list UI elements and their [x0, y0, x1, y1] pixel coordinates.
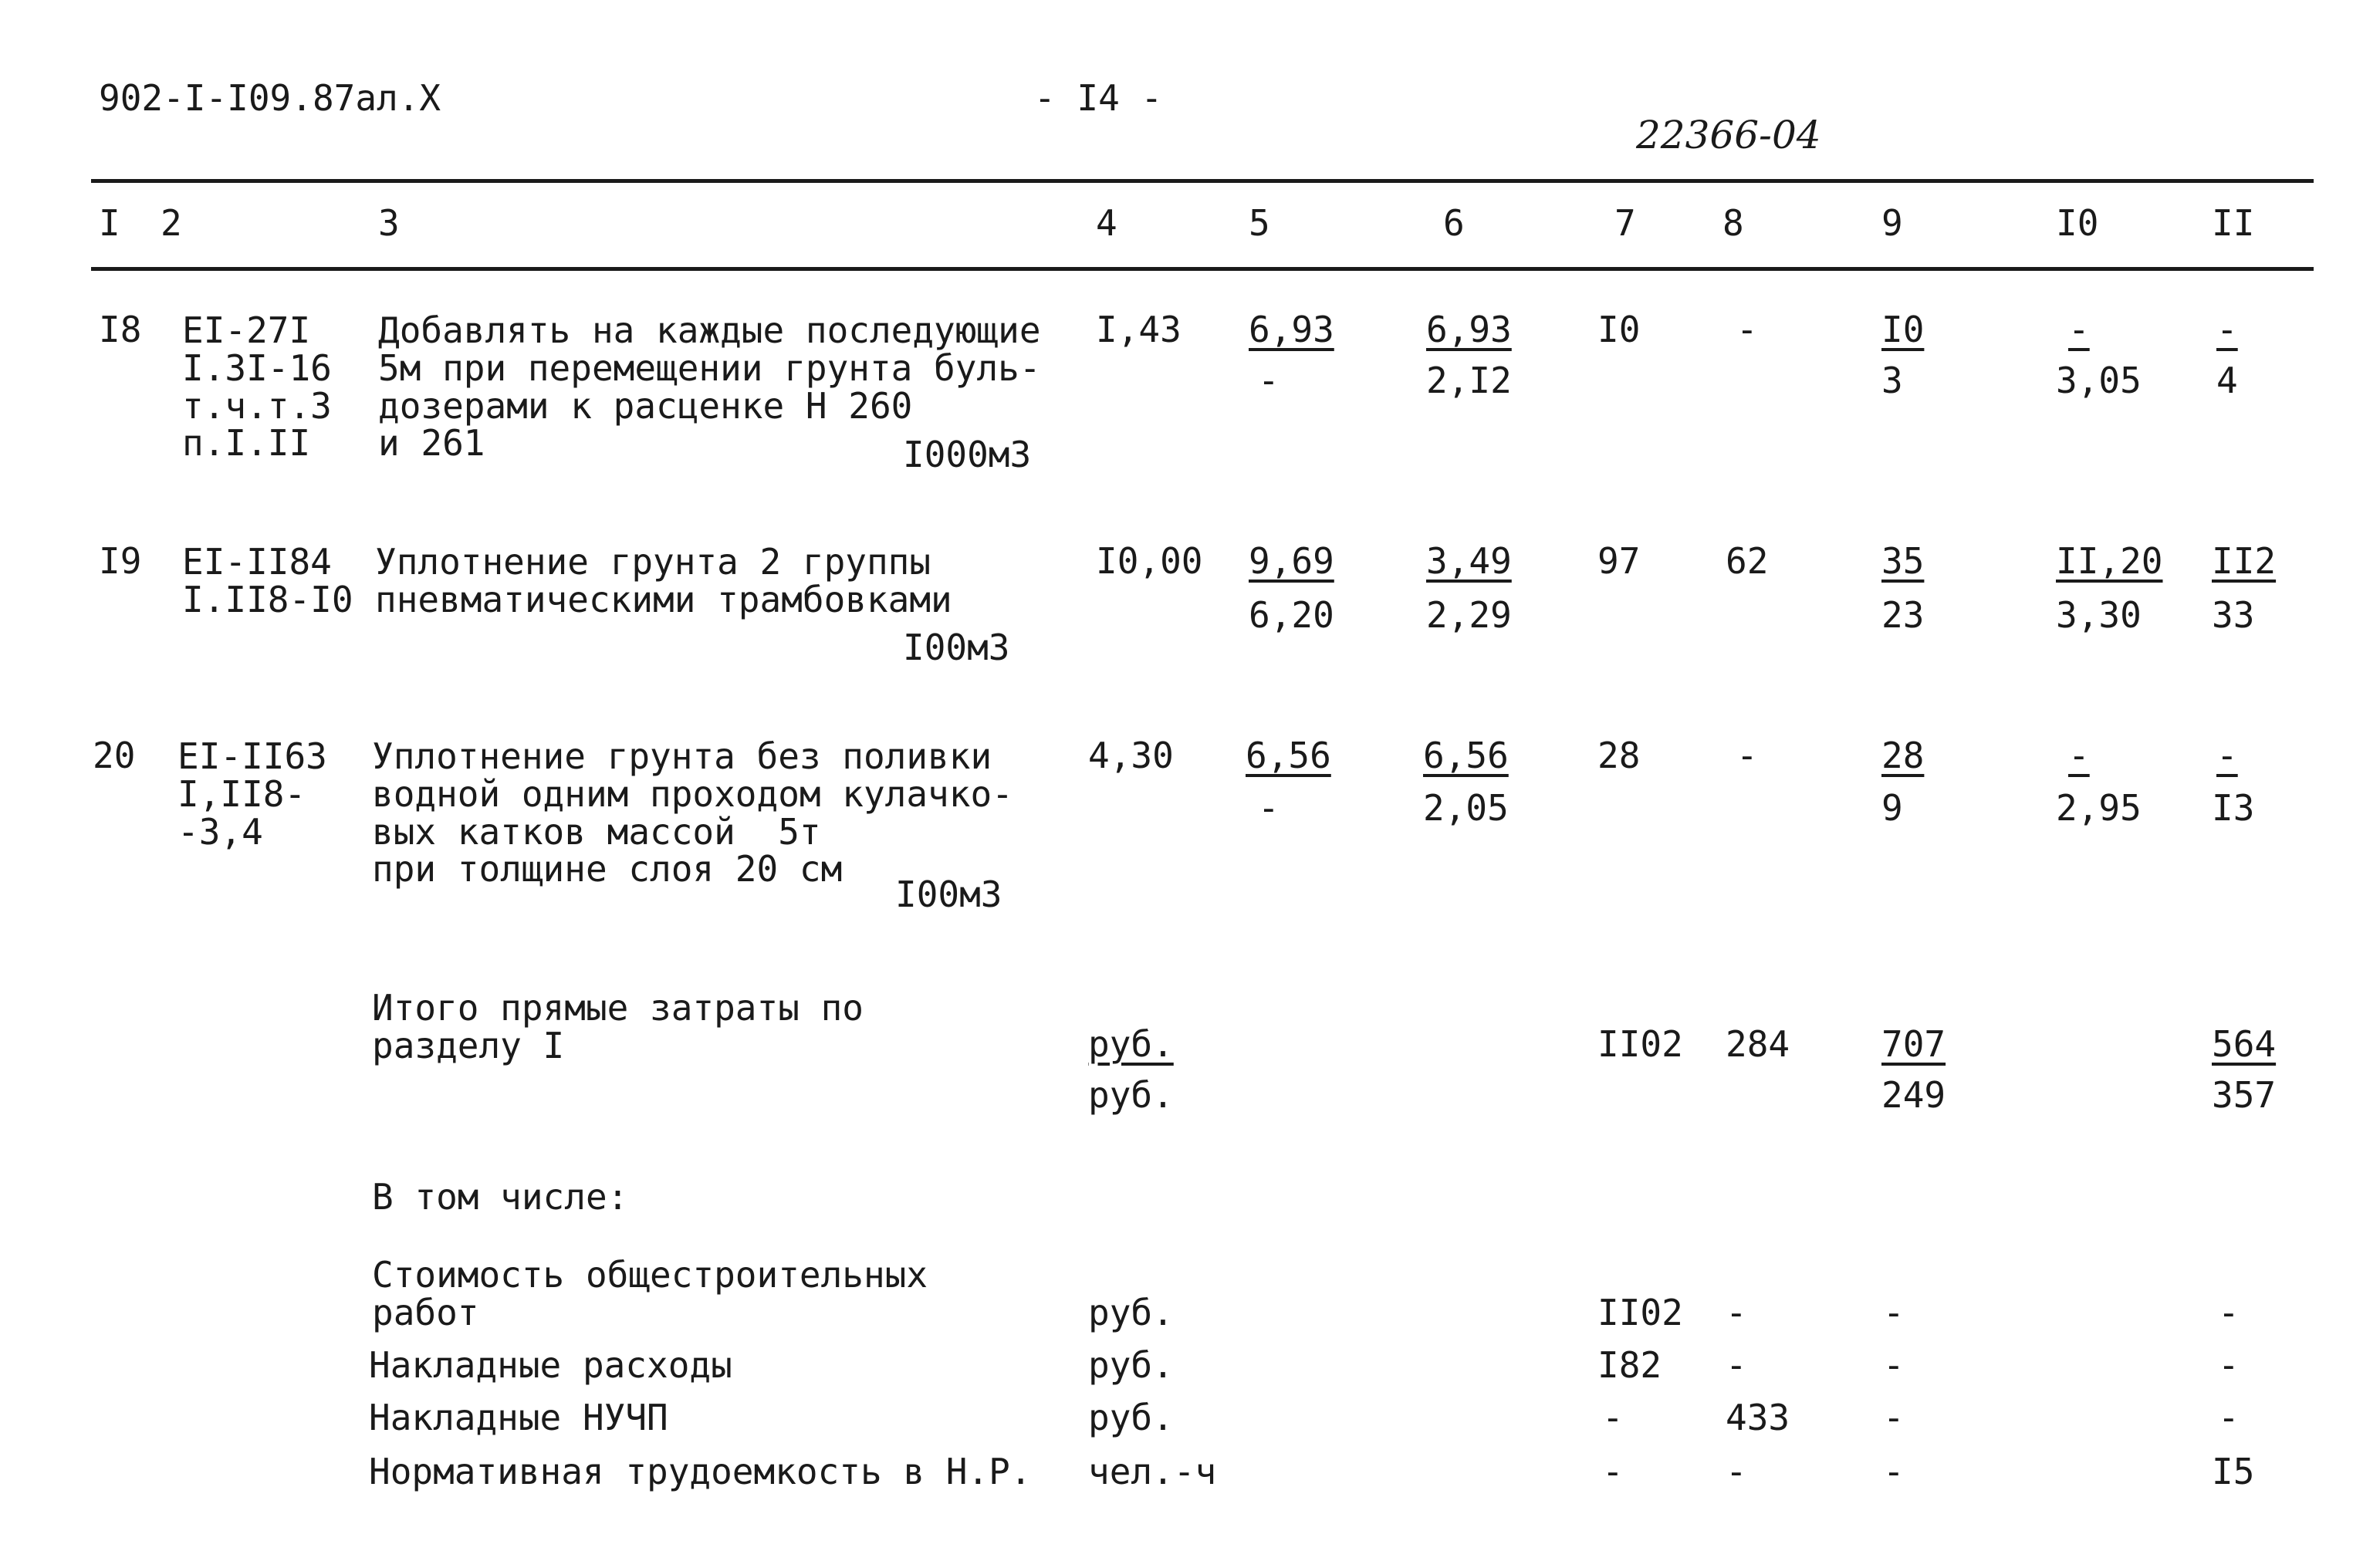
including-label: В том числе: [372, 1176, 629, 1218]
cell-col6-bottom: 2,I2 [1426, 360, 1512, 401]
cell-col5-bottom: 6,20 [1249, 594, 1334, 636]
cell-col9-bottom: 3 [1881, 360, 1903, 401]
handwritten-number: 22366-04 [1636, 113, 1821, 157]
column-header: 8 [1722, 202, 1744, 244]
breakdown-label: Накладные НУЧП [369, 1397, 668, 1438]
breakdown-col7: - [1602, 1397, 1624, 1438]
totals-unit-bottom: руб. [1088, 1074, 1174, 1116]
breakdown-label: Стоимость общестроительных работ [372, 1254, 928, 1333]
cell-col5-bottom: - [1258, 787, 1280, 829]
totals-unit-top: руб. [1088, 1023, 1174, 1065]
breakdown-col11: I5 [2212, 1451, 2255, 1492]
cell-col6-top: 6,93 [1426, 309, 1512, 350]
breakdown-unit: руб. [1088, 1292, 1174, 1333]
row-number: I8 [99, 309, 142, 350]
breakdown-col11: - [2218, 1397, 2240, 1438]
cell-col6-top: 6,56 [1423, 735, 1509, 776]
breakdown-unit: руб. [1088, 1397, 1174, 1438]
cell-col9-top: 28 [1881, 735, 1925, 776]
cell-col9-bottom: 9 [1881, 787, 1903, 829]
column-header: 6 [1443, 202, 1465, 244]
page-number: - I4 - [1034, 77, 1163, 119]
cell-col11-bottom: 33 [2212, 594, 2255, 636]
column-header: I [99, 202, 120, 244]
breakdown-col7: II02 [1597, 1292, 1683, 1333]
column-header: 7 [1614, 202, 1636, 244]
breakdown-col8: - [1726, 1344, 1747, 1386]
cell-col8: - [1736, 309, 1758, 350]
row-description: Уплотнение грунта без поливки водной одним проходом кулачко- вых катков массой 5т при толщине слоя 20 см [372, 735, 1013, 890]
breakdown-col7: I82 [1597, 1344, 1662, 1386]
cell-col4: I0,00 [1096, 540, 1203, 582]
breakdown-col11: - [2218, 1292, 2240, 1333]
cell-col6-bottom: 2,05 [1423, 787, 1509, 829]
breakdown-col9: - [1883, 1292, 1905, 1333]
cell-col7: 97 [1597, 540, 1641, 582]
cell-col7: I0 [1597, 309, 1641, 350]
column-header: 3 [378, 202, 400, 244]
column-header: I0 [2056, 202, 2099, 244]
cell-col9-top: I0 [1881, 309, 1925, 350]
row-description: Добавлять на каждые последующие 5м при перемещении грунта буль- дозерами к расценке Н 260 и 261 [378, 309, 1041, 465]
row-unit: I00м3 [895, 874, 1002, 915]
cell-col4: 4,30 [1088, 735, 1174, 776]
breakdown-col7: - [1602, 1451, 1624, 1492]
cell-col8: 62 [1726, 540, 1769, 582]
breakdown-col11: - [2218, 1344, 2240, 1386]
cell-col6-top: 3,49 [1426, 540, 1512, 582]
header-rule [91, 267, 2314, 271]
row-code: EI-27I I.3I-16 т.ч.т.3 п.I.II [182, 309, 332, 465]
cell-col5-top: 9,69 [1249, 540, 1334, 582]
totals-col11-bottom: 357 [2212, 1074, 2277, 1116]
breakdown-label: Нормативная трудоемкость в Н.Р. [369, 1451, 1032, 1492]
breakdown-col9: - [1883, 1397, 1905, 1438]
row-code: EI-II84 I.II8-I0 [182, 541, 353, 620]
breakdown-col8: 433 [1726, 1397, 1790, 1438]
column-header: 4 [1096, 202, 1117, 244]
top-rule [91, 179, 2314, 183]
cell-col7: 28 [1597, 735, 1641, 776]
cell-col6-bottom: 2,29 [1426, 594, 1512, 636]
cell-col11-top: II2 [2212, 540, 2277, 582]
cell-col9-top: 35 [1881, 540, 1925, 582]
breakdown-col9: - [1883, 1451, 1905, 1492]
cell-col10-top: II,20 [2056, 540, 2163, 582]
row-number: 20 [93, 735, 136, 776]
totals-col9-top: 707 [1881, 1023, 1946, 1065]
cell-col11-top: - [2216, 735, 2238, 776]
row-unit: I00м3 [903, 627, 1010, 668]
breakdown-unit: руб. [1088, 1344, 1174, 1386]
cell-col5-top: 6,93 [1249, 309, 1334, 350]
cell-col10-top: - [2068, 735, 2090, 776]
totals-col9-bottom: 249 [1881, 1074, 1946, 1116]
cell-col10-bottom: 3,30 [2056, 594, 2142, 636]
breakdown-unit: чел.-ч [1088, 1451, 1217, 1492]
column-header: II [2212, 202, 2255, 244]
cell-col5-top: 6,56 [1246, 735, 1331, 776]
totals-col7: II02 [1597, 1023, 1683, 1065]
cell-col10-top: - [2068, 309, 2090, 350]
row-number: I9 [99, 540, 142, 582]
breakdown-col8: - [1726, 1292, 1747, 1333]
column-header: 9 [1881, 202, 1903, 244]
breakdown-col8: - [1726, 1451, 1747, 1492]
cell-col11-top: - [2216, 309, 2238, 350]
document-code: 902-I-I09.87ал.X [99, 77, 441, 119]
totals-label: Итого прямые затраты по разделу I [372, 987, 864, 1066]
cell-col10-bottom: 3,05 [2056, 360, 2142, 401]
row-code: EI-II63 I,II8- -3,4 [177, 735, 327, 853]
column-header: 2 [161, 202, 182, 244]
cell-col4: I,43 [1096, 309, 1182, 350]
cell-col10-bottom: 2,95 [2056, 787, 2142, 829]
totals-col11-top: 564 [2212, 1023, 2277, 1065]
cell-col11-bottom: I3 [2212, 787, 2255, 829]
row-description: Уплотнение грунта 2 группы пневматическими трамбовками [375, 541, 952, 620]
row-unit: I000м3 [903, 434, 1032, 475]
totals-col8: 284 [1726, 1023, 1790, 1065]
cell-col8: - [1736, 735, 1758, 776]
breakdown-label: Накладные расходы [369, 1344, 732, 1386]
cell-col5-bottom: - [1258, 360, 1280, 401]
breakdown-col9: - [1883, 1344, 1905, 1386]
cell-col11-bottom: 4 [2216, 360, 2238, 401]
cell-col9-bottom: 23 [1881, 594, 1925, 636]
column-header: 5 [1249, 202, 1270, 244]
